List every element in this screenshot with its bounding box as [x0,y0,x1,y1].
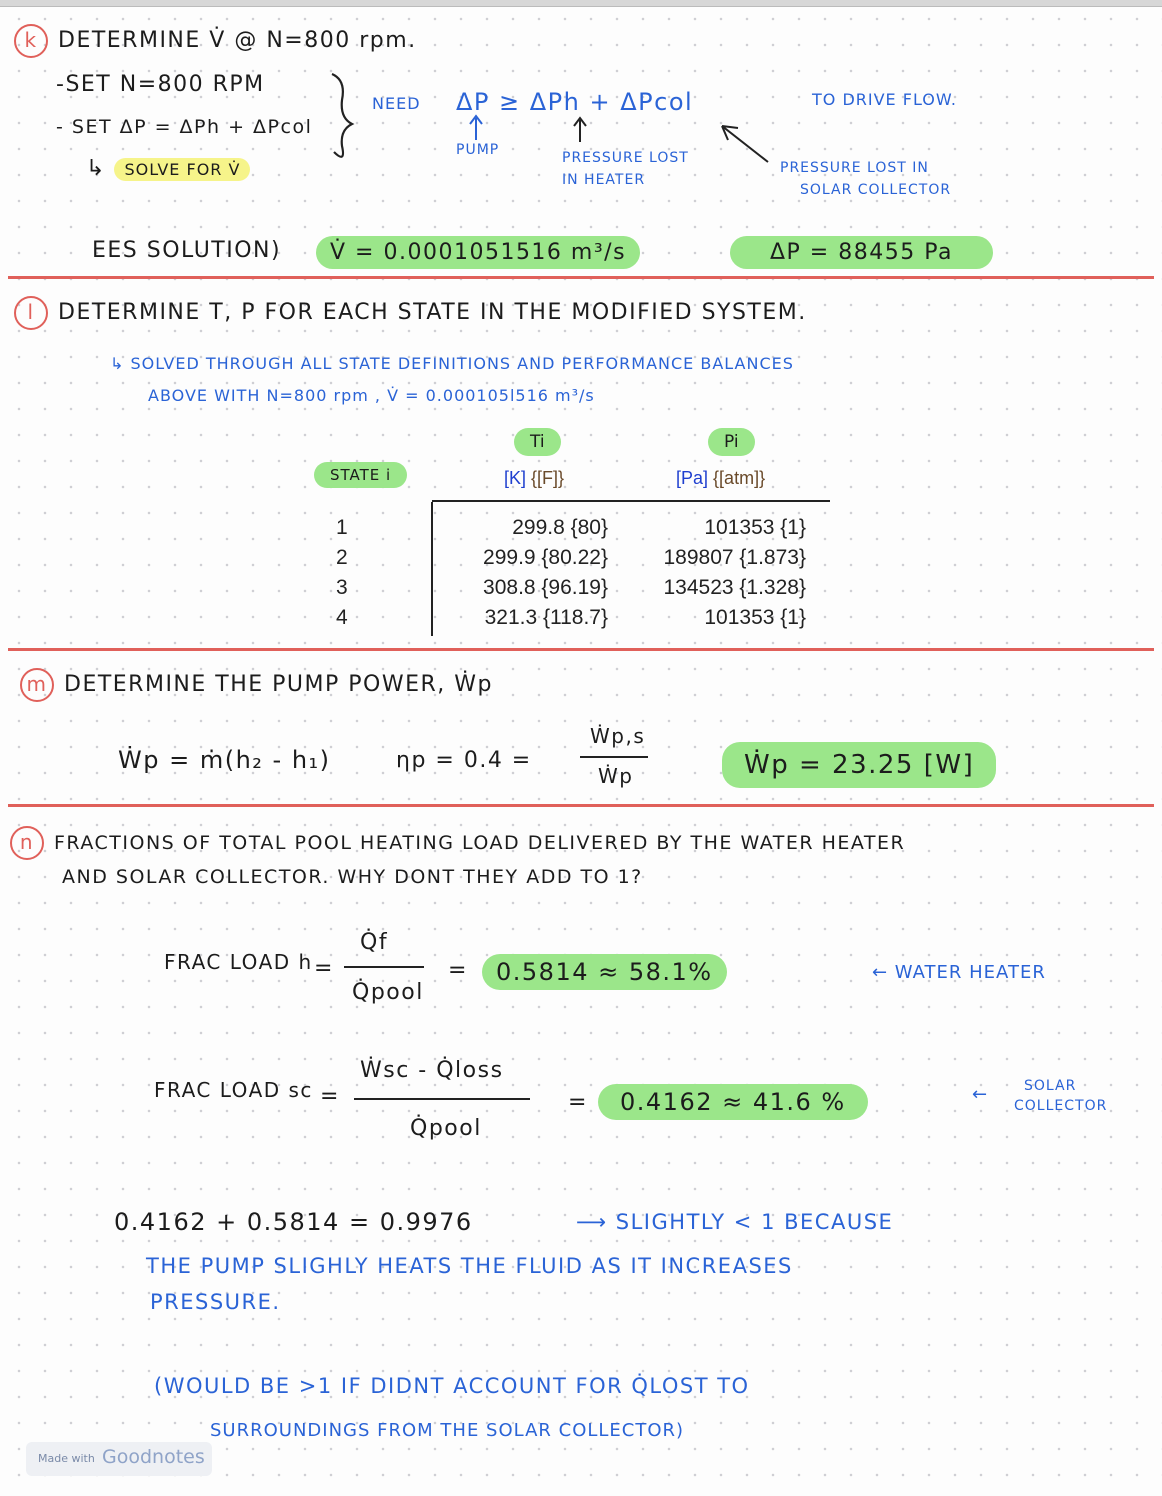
divider-l-m [8,648,1154,651]
n-frac-h-note: ← WATER HEATER [872,962,1046,983]
n-frac-h-result: 0.5814 ≈ 58.1% [482,954,727,990]
n-frac-sc-numerator: Ẇsc - Q̇loss [360,1058,504,1083]
n-frac-sc-label: FRAC LOAD sc [154,1078,313,1102]
table-p-header: Pi [708,428,755,456]
n-reason-1: THE PUMP SLIGHLY HEATS THE FLUID AS IT INCREASES [146,1254,793,1278]
table-cell-t: 308.8 {96.19} [483,576,608,599]
n-frac-h-label: FRAC LOAD h [164,950,313,974]
table-header-rule [432,500,830,502]
k-pump-label: PUMP [456,142,500,158]
table-cell-p: 101353 {1} [704,516,806,539]
k-drive-flow: TO DRIVE FLOW. [812,90,957,109]
watermark-brand: Goodnotes [102,1446,205,1468]
m-fraction-numerator: Ẇp,s [590,724,646,748]
brace-shape [332,74,352,157]
table-column-rule [431,502,433,636]
divider-m-n [8,804,1154,807]
n-sum-note: ⟶ SLIGHTLY < 1 BECAUSE [576,1210,894,1234]
n-frac-sc-note-1: SOLAR [1024,1078,1077,1094]
n-note-2: SURROUNDINGS FROM THE SOLAR COLLECTOR) [210,1420,685,1441]
k-heater-label-1: PRESSURE LOST [562,150,689,166]
goodnotes-watermark [26,1442,212,1476]
n-frac-sc-equals: = [320,1084,340,1109]
n-frac-h-denominator: Q̇pool [352,980,424,1005]
n-sum-equation: 0.4162 + 0.5814 = 0.9976 [114,1208,473,1236]
m-efficiency: ηp = 0.4 = [396,748,532,773]
k-step-3: ↳ SOLVE FOR V̇ [86,156,250,181]
table-t-header: Ti [514,428,561,456]
heater-up-arrow [574,118,586,142]
section-k-title: k DETERMINE V̇ @ N=800 rpm. [14,24,417,58]
section-n-title-2: AND SOLAR COLLECTOR. WHY DONT THEY ADD TO 1? [62,866,643,888]
n-frac-sc-note-arrow: ← [972,1084,989,1105]
n-frac-sc-equals-2: = [568,1090,588,1115]
n-frac-h-equals: = [314,956,334,981]
k-step-3-highlight: SOLVE FOR V̇ [114,158,250,181]
n-frac-h-equals-2: = [448,958,468,983]
section-l-title: l DETERMINE T, P FOR EACH STATE IN THE MODIFIED SYSTEM. [14,296,807,330]
table-cell-state: 4 [336,606,348,629]
n-note-1: (WOULD BE >1 IF DIDNT ACCOUNT FOR Q̇LOST TO [154,1374,750,1398]
table-cell-t: 321.3 {118.7} [484,606,608,629]
k-heater-label-2: IN HEATER [562,172,646,188]
n-frac-sc-denominator: Q̇pool [410,1116,482,1141]
solar-pointer-arrow [722,126,768,162]
table-cell-state: 3 [336,576,348,599]
k-inequality: ΔP ≥ ΔPh + ΔPcol [456,88,694,116]
table-cell-state: 2 [336,546,348,569]
k-need-label: NEED [372,94,421,113]
table-cell-p: 134523 {1.328} [663,576,806,599]
k-step-1: -SET N=800 RPM [56,72,265,97]
m-equation-1: Ẇp = ṁ(h₂ - h₁) [118,746,331,774]
n-frac-h-numerator: Q̇f [360,930,389,955]
n-reason-2: PRESSURE. [150,1290,281,1314]
table-state-header: STATE i [314,462,407,488]
m-fraction-denominator: Ẇp [598,764,634,788]
l-line-2: ABOVE WITH N=800 rpm , V̇ = 0.000105l516 m³/s [148,386,595,405]
k-solar-label-2: SOLAR COLLECTOR [800,182,952,198]
n-frac-sc-note-2: COLLECTOR [1014,1098,1108,1114]
table-t-units: [K] {[F]} [504,468,565,488]
table-p-units: [Pa] {[atm]} [676,468,766,488]
section-l-badge: l [14,296,48,330]
m-result: Ẇp = 23.25 [W] [722,742,996,788]
section-m-badge: m [20,668,54,702]
divider-k-l [8,276,1154,279]
section-m-title: m DETERMINE THE PUMP POWER, Ẇp [20,668,493,702]
pump-up-arrow [470,116,482,140]
n-frac-sc-result: 0.4162 ≈ 41.6 % [598,1084,868,1120]
k-ees-flow-result: V̇ = 0.0001051516 m³/s [316,236,640,269]
table-cell-state: 1 [336,516,348,539]
table-cell-p: 101353 {1} [704,606,806,629]
k-solar-label-1: PRESSURE LOST IN [780,160,929,176]
table-cell-p: 189807 {1.873} [663,546,806,569]
section-n-title-1: n FRACTIONS OF TOTAL POOL HEATING LOAD DELIVERED BY THE WATER HEATER [10,826,905,860]
k-step-2: - SET ΔP = ΔPh + ΔPcol [56,116,313,138]
watermark-made-with: Made with [38,1452,95,1465]
l-line-1: ↳ SOLVED THROUGH ALL STATE DEFINITIONS AND PERFORMANCE BALANCES [110,354,794,373]
table-cell-t: 299.8 {80} [512,516,608,539]
table-cell-t: 299.9 {80.22} [483,546,608,569]
section-k-badge: k [14,24,48,58]
section-n-badge: n [10,826,44,860]
k-ees-dp-result: ΔP = 88455 Pa [730,236,993,269]
k-ees-label: EES SOLUTION) [92,238,282,263]
